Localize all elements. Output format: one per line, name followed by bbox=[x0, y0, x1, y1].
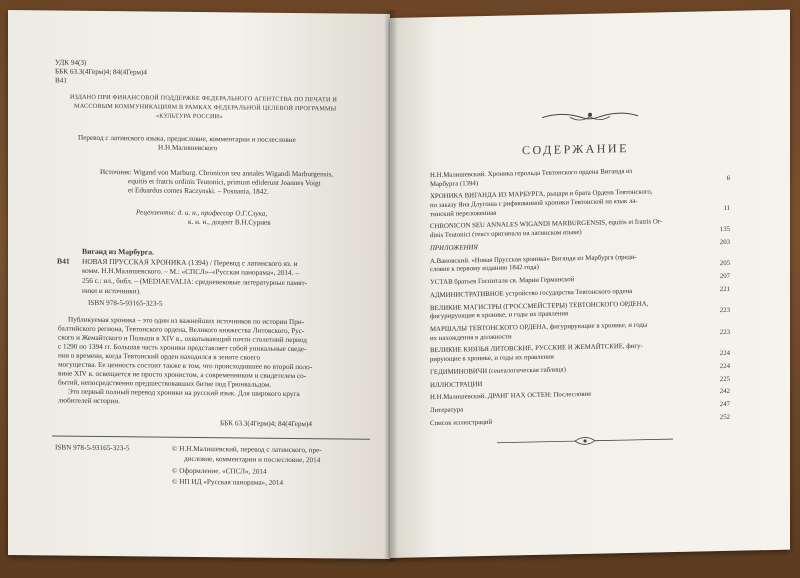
toc-page-number: 207 bbox=[719, 272, 730, 281]
catalog-code-top: В41 bbox=[55, 76, 67, 85]
toc-entry-text: ГЕДИМИНОВИЧИ (генеалогическая таблица) bbox=[430, 366, 566, 376]
bbk-code-bottom: ББК 63.3(4Герм)4; 84(4Герм)4 bbox=[220, 419, 313, 429]
toc-entry-text: их нахождения в должности bbox=[430, 333, 512, 342]
toc-page-number: 11 bbox=[723, 204, 730, 212]
toc-entry bbox=[430, 363, 730, 378]
toc-page-number: 205 bbox=[719, 260, 730, 268]
toc-page-number: 224 bbox=[719, 349, 730, 358]
copyright-line-1: © Н.Н.Малишевский, перевод с латинского, пре- bbox=[172, 444, 322, 455]
copyright-line-3: © Оформление. «СПСЛ», 2014 bbox=[172, 466, 267, 476]
toc-page-number: 224 bbox=[719, 362, 730, 370]
toc-entry bbox=[430, 388, 730, 403]
toc-entry bbox=[430, 286, 730, 301]
toc-entry-text: А.Вановский. «Новая Прусская хроника» Виганда из Марбурга (преди- bbox=[430, 253, 637, 265]
author-name: Виганд из Марбурга. bbox=[82, 246, 154, 257]
annotation-line-7: вине XIV в. освещается не просто хронистом, а современником и свидетелем со- bbox=[58, 369, 307, 381]
toc-entry-text: ИЛЛЮСТРАЦИИ bbox=[430, 380, 483, 389]
toc-page-number: 252 bbox=[719, 413, 730, 422]
contents-title: СОДЕРЖАНИЕ bbox=[522, 140, 629, 158]
toc-entry bbox=[430, 273, 730, 288]
publisher-note-line-2: МАССОВЫМ КОММУНИКАЦИЯМ В РАМКАХ ФЕДЕРАЛЬНОЙ ЦЕЛЕВОЙ ПРОГРАММЫ bbox=[74, 102, 337, 113]
annotation-line-5: ния о времени, когда Тевтонский орден находился в зените своего bbox=[58, 351, 261, 362]
toc-entry-text: МАРШАЛЫ ТЕВТОНСКОГО ОРДЕНА, фигурирующие в хронике, и годы bbox=[430, 321, 648, 334]
toc-page-number: 242 bbox=[719, 388, 730, 396]
copyright-line-2: дисловие, комментарии и послесловие, 2014 bbox=[184, 454, 321, 465]
catalog-code: В41 bbox=[57, 256, 70, 266]
toc-page-number: 223 bbox=[719, 307, 730, 315]
book-spine-shadow bbox=[384, 10, 398, 562]
catalog-line-1: НОВАЯ ПРУССКАЯ ХРОНИКА (1394) / Перевод с латинского яз. и bbox=[82, 256, 298, 269]
publisher-note-line-3: «КУЛЬТУРА РОССИИ» bbox=[156, 112, 223, 121]
toc-page-number: 247 bbox=[719, 401, 730, 409]
toc-entry bbox=[430, 341, 730, 364]
isbn-bottom: ISBN 978-5-93165-323-5 bbox=[55, 443, 130, 453]
udk-code: УДК 94(3) bbox=[55, 58, 87, 67]
toc-entry-text: тинский переложенная bbox=[430, 209, 497, 218]
open-book bbox=[8, 10, 798, 570]
toc-page-number: 221 bbox=[719, 285, 730, 293]
toc-page-number: 223 bbox=[719, 328, 730, 336]
toc-page-number: 135 bbox=[719, 225, 730, 234]
imprint-divider bbox=[52, 435, 370, 439]
top-ornament-icon bbox=[540, 108, 640, 126]
toc-entry bbox=[430, 401, 730, 416]
toc-entry-text: ХРОНИКА ВИГАНДА ИЗ МАРБУРГА, рыцаря и брата Ордена Тевтонского, bbox=[430, 188, 653, 201]
toc-entry bbox=[430, 298, 730, 321]
toc-entry-text: фигурирующие в хронике, и годы их правления bbox=[430, 310, 569, 321]
toc-entry-text: dinis Teutonici (текст оригинала на латинском языке) bbox=[430, 228, 582, 240]
toc-entry-text: CHRONICON SEU ANNALES WIGANDI MARBURGENSIS, equitis et fratris Or- bbox=[430, 218, 663, 231]
annotation-line-10: любителей истории. bbox=[58, 396, 120, 406]
toc-entry-text: УСТАВ братьев Госпиталя св. Марии Германской bbox=[430, 276, 575, 287]
annotation-line-9: Это первый полный перевод хроники на русский язык. Для широкого круга bbox=[68, 387, 300, 399]
catalog-line-2: комм. Н.Н.Малишевского. – М.: «СПСЛ»–«Русская панорама», 2014. – bbox=[82, 266, 299, 278]
toc-entry-text: Список иллюстраций bbox=[430, 418, 493, 428]
toc-entry-text: Н.Н.Малишевский. ДРАНГ НАХ ОСТЕН: Послесловие bbox=[430, 391, 592, 402]
annotation-line-8: бытий, непосредственно предшествовавших битве под Грюнвальдом. bbox=[58, 378, 272, 389]
toc-entry-text: Литература bbox=[430, 406, 464, 415]
source-line-1: Источник: Wigand von Marburg. Chronicon seu annales Wigandi Marburgensis, bbox=[100, 167, 334, 179]
toc-entry-text: ПРИЛОЖЕНИЯ bbox=[430, 243, 478, 252]
toc-entry-text: по заказу Яна Длугоша с рифмованной хроники Тевтонской на язык ла- bbox=[430, 197, 638, 210]
toc-entry bbox=[430, 375, 730, 390]
toc-entry bbox=[430, 239, 730, 254]
toc-entry bbox=[430, 320, 730, 343]
toc-page-number: 225 bbox=[719, 375, 730, 383]
toc-entry-text: словие к первому изданию 1842 года) bbox=[430, 264, 539, 274]
source-line-2: equitis et fratris ordinis Teutonici, primum ediderunt Joannes Voigt bbox=[128, 177, 321, 188]
toc-entry-text: Н.Н.Малишевский. Хроника герольда Тевтонского ордена Виганда из bbox=[430, 167, 633, 180]
reviewers-line-2: к. и. н., доцент В.Н.Сурнев bbox=[188, 217, 271, 227]
toc-entry bbox=[430, 251, 730, 274]
bottom-ornament-icon bbox=[495, 432, 675, 450]
translation-note-line-2: Н.Н.Малишевского bbox=[158, 143, 218, 153]
copyright-line-4: © НП ИД «Русская панорама», 2014 bbox=[172, 477, 284, 487]
annotation-line-1: Публикуемая хроника – это один из важнейших источников по истории При- bbox=[68, 315, 305, 327]
toc-entry-text: Марбурга (1394) bbox=[430, 179, 479, 188]
toc-entry-text: ВЕЛИКИЕ МАГИСТРЫ (ГРОССМЕЙСТЕРЫ) ТЕВТОНСКОГО ОРДЕНА, bbox=[430, 300, 649, 312]
catalog-line-3: 256 с.: ил., библ. – (MEDIAEVALIA: средневековые литературные памят- bbox=[82, 276, 308, 288]
toc-entry bbox=[430, 166, 730, 189]
isbn-main: ISBN 978-5-93165-323-5 bbox=[88, 298, 163, 308]
toc-entry bbox=[430, 414, 730, 429]
catalog-line-4: ники и источники). bbox=[82, 286, 141, 296]
toc-entry-text: ВЕЛИКИЕ КНЯЗЬЯ ЛИТОВСКИЕ, РУССКИЕ И ЖЕМАЙТСКИЕ, фигу- bbox=[430, 343, 643, 355]
toc-page-number: 6 bbox=[726, 174, 730, 182]
annotation-line-6: могущества. Ее ценность состоит также в том, что происходившее во второй поло- bbox=[58, 360, 313, 372]
toc-entry bbox=[430, 217, 730, 240]
bbk-code-top: ББК 63.3(4Герм)4; 84(4Герм)4 bbox=[55, 67, 148, 77]
reviewers-line-1: Рецензенты: д. и. н., профессор О.Г.Слука, bbox=[136, 208, 268, 218]
translation-note-line-1: Перевод с латинского языка, предисловие, комментарии и послесловие bbox=[78, 133, 296, 145]
toc-page-number: 203 bbox=[719, 238, 730, 246]
annotation-line-2: балтийского региона, Тевтонского ордена, Великого княжества Литовского, Рус- bbox=[58, 324, 305, 336]
annotation-line-4: с 1290 по 1394 гг. Большая часть хроники представляет собой уникальные сведе- bbox=[58, 342, 307, 354]
source-line-3: et Eduardus comes Raczynski. – Posnania, 1842. bbox=[128, 186, 269, 196]
annotation-line-3: ского и Жемайтского и Польши в XIV в., охватывающий почти столетний период bbox=[58, 333, 307, 345]
toc-entry-text: рирующие в хронике, и годы их правления bbox=[430, 353, 554, 364]
toc-entry-text: АДМИНИСТРАТИВНОЕ устройство государства Тевтонского ордена bbox=[430, 287, 633, 299]
publisher-note-line-1: ИЗДАНО ПРИ ФИНАНСОВОЙ ПОДДЕРЖКЕ ФЕДЕРАЛЬНОГО АГЕНТСТВА ПО ПЕЧАТИ И bbox=[70, 93, 338, 104]
left-page-imprint bbox=[8, 10, 390, 559]
right-page-contents bbox=[390, 10, 790, 558]
toc-entry bbox=[430, 187, 730, 219]
